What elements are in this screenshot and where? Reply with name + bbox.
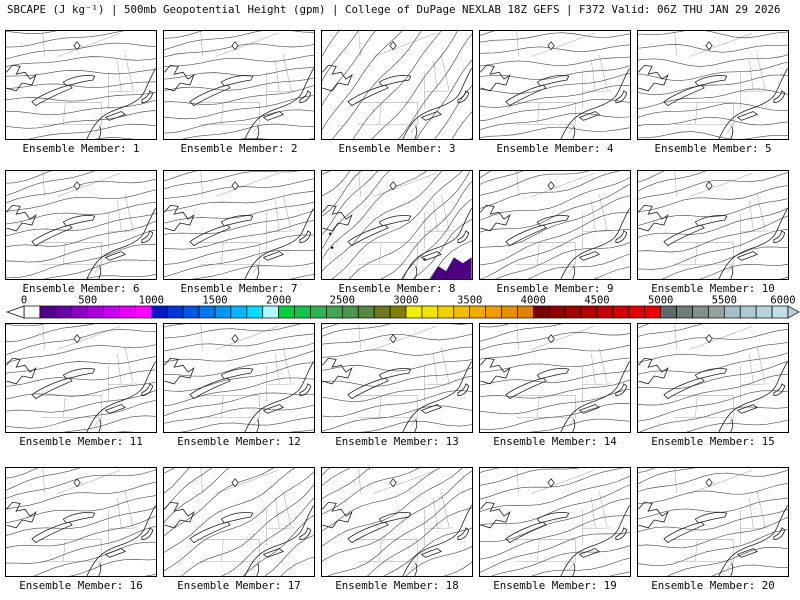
colorbar-tick-label: 0 xyxy=(20,294,28,307)
cape-colorbar xyxy=(0,294,800,320)
ensemble-panel-19 xyxy=(479,467,631,592)
ensemble-panel-20 xyxy=(637,467,789,592)
height-contour-lines xyxy=(479,467,631,577)
height-contour-lines xyxy=(479,170,631,280)
panel-map xyxy=(163,467,315,577)
panel-map xyxy=(637,323,789,433)
height-contour-lines xyxy=(5,323,157,433)
colorbar-tick-label: 500 xyxy=(78,294,98,307)
coastline-geography xyxy=(322,358,471,432)
panel-label: Ensemble Member: 9 xyxy=(496,282,614,295)
colorbar-tick-label: 6000 xyxy=(770,294,796,307)
height-contour-lines xyxy=(5,30,157,140)
height-contour-lines xyxy=(163,323,315,433)
panel-map xyxy=(637,467,789,577)
state-borders xyxy=(513,324,611,426)
height-contour-lines xyxy=(637,30,789,140)
height-contour-lines xyxy=(5,170,157,280)
panel-label: Ensemble Member: 20 xyxy=(651,579,775,592)
height-contour-lines xyxy=(321,30,473,140)
coastline-geography xyxy=(6,205,155,279)
coastline-geography xyxy=(638,205,787,279)
panel-map xyxy=(163,323,315,433)
panel-label: Ensemble Member: 12 xyxy=(177,435,301,448)
panel-map xyxy=(637,30,789,140)
panel-label: Ensemble Member: 15 xyxy=(651,435,775,448)
ensemble-panel-8 xyxy=(321,170,473,295)
height-contour-lines xyxy=(637,170,789,280)
coastline-geography xyxy=(322,65,471,139)
ensemble-panel-18 xyxy=(321,467,473,592)
panel-map xyxy=(5,170,157,280)
ensemble-panel-14 xyxy=(479,323,631,448)
colorbar-right-arrow-icon xyxy=(788,306,799,318)
panel-map xyxy=(479,323,631,433)
state-borders xyxy=(197,468,295,570)
ensemble-panel-6 xyxy=(5,170,157,295)
colorbar-tick-label: 1000 xyxy=(138,294,164,307)
state-borders xyxy=(39,171,137,273)
colorbar-left-arrow-icon xyxy=(7,306,24,318)
panel-map xyxy=(321,323,473,433)
panel-label: Ensemble Member: 18 xyxy=(335,579,459,592)
state-borders xyxy=(671,171,769,273)
panel-map xyxy=(479,30,631,140)
height-contour-lines xyxy=(163,170,315,280)
colorbar-cells xyxy=(24,306,788,318)
colorbar-tick-label: 1500 xyxy=(202,294,228,307)
colorbar-tick-label: 4000 xyxy=(520,294,546,307)
ensemble-panel-16 xyxy=(5,467,157,592)
ensemble-panel-10 xyxy=(637,170,789,295)
panel-label: Ensemble Member: 13 xyxy=(335,435,459,448)
height-contour-lines xyxy=(479,323,631,433)
height-contour-lines xyxy=(321,467,473,577)
state-borders xyxy=(355,31,453,133)
panel-label: Ensemble Member: 11 xyxy=(19,435,143,448)
height-contour-lines xyxy=(163,30,315,140)
panel-map xyxy=(5,30,157,140)
coastline-geography xyxy=(164,205,313,279)
height-contour-lines xyxy=(163,467,315,577)
panel-label: Ensemble Member: 8 xyxy=(338,282,456,295)
panel-label: Ensemble Member: 17 xyxy=(177,579,301,592)
panel-map xyxy=(321,30,473,140)
panel-map xyxy=(163,30,315,140)
coastline-geography xyxy=(164,65,313,139)
height-contour-lines xyxy=(5,467,157,577)
panel-map xyxy=(637,170,789,280)
panel-map xyxy=(5,467,157,577)
panel-label: Ensemble Member: 7 xyxy=(180,282,298,295)
ensemble-panel-12 xyxy=(163,323,315,448)
panel-label: Ensemble Member: 19 xyxy=(493,579,617,592)
ensemble-panel-15 xyxy=(637,323,789,448)
ensemble-panel-11 xyxy=(5,323,157,448)
panel-map xyxy=(479,170,631,280)
state-borders xyxy=(513,171,611,273)
colorbar-tick-label: 3500 xyxy=(457,294,483,307)
height-contour-lines xyxy=(637,467,789,577)
ensemble-panel-13 xyxy=(321,323,473,448)
state-borders xyxy=(671,468,769,570)
height-contour-lines xyxy=(321,323,473,433)
colorbar-tick-label: 3000 xyxy=(393,294,419,307)
state-borders xyxy=(39,31,137,133)
panel-label: Ensemble Member: 14 xyxy=(493,435,617,448)
panel-map xyxy=(321,467,473,577)
colorbar-tick-label: 2500 xyxy=(329,294,355,307)
ensemble-panel-4 xyxy=(479,30,631,155)
state-borders xyxy=(355,171,453,273)
height-contour-lines xyxy=(321,170,473,280)
ensemble-panel-2 xyxy=(163,30,315,155)
state-borders xyxy=(355,468,453,570)
panel-label: Ensemble Member: 10 xyxy=(651,282,775,295)
colorbar-tick-label: 5000 xyxy=(648,294,674,307)
panel-label: Ensemble Member: 2 xyxy=(180,142,298,155)
ensemble-panel-3 xyxy=(321,30,473,155)
panel-label: Ensemble Member: 6 xyxy=(22,282,140,295)
coastline-geography xyxy=(6,502,155,576)
coastline-geography xyxy=(480,65,629,139)
colorbar-tick-label: 2000 xyxy=(266,294,292,307)
panel-map xyxy=(479,467,631,577)
page-title: SBCAPE (J kg⁻¹) | 500mb Geopotential Height (gpm) | College of DuPage NEXLAB 18Z GEFS | F372 Valid: 06Z THU JAN 29 2026 xyxy=(7,3,781,16)
height-contour-lines xyxy=(479,30,631,140)
coastline-geography xyxy=(6,358,155,432)
panel-label: Ensemble Member: 5 xyxy=(654,142,772,155)
height-contour-lines xyxy=(637,323,789,433)
ensemble-panel-17 xyxy=(163,467,315,592)
ensemble-panel-7 xyxy=(163,170,315,295)
ensemble-panel-9 xyxy=(479,170,631,295)
panel-map xyxy=(321,170,473,280)
colorbar-tick-labels xyxy=(21,295,796,307)
panel-label: Ensemble Member: 3 xyxy=(338,142,456,155)
ensemble-panel-5 xyxy=(637,30,789,155)
panel-label: Ensemble Member: 1 xyxy=(22,142,140,155)
panel-map xyxy=(163,170,315,280)
panel-label: Ensemble Member: 4 xyxy=(496,142,614,155)
ensemble-panel-1 xyxy=(5,30,157,155)
colorbar-tick-label: 5500 xyxy=(711,294,737,307)
colorbar-tick-label: 4500 xyxy=(584,294,610,307)
panel-label: Ensemble Member: 16 xyxy=(19,579,143,592)
panel-map xyxy=(5,323,157,433)
state-borders xyxy=(39,468,137,570)
